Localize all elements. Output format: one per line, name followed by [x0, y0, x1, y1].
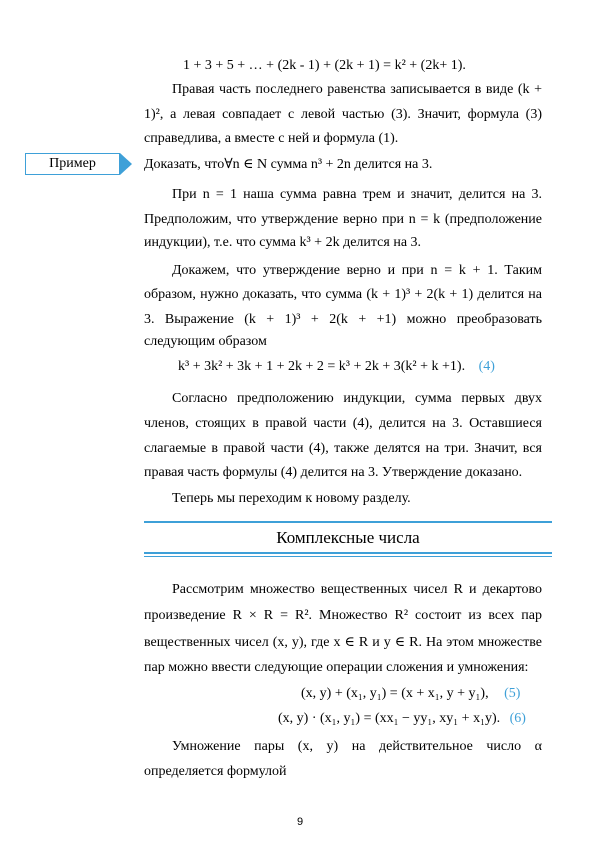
paragraph-line: Предположим, что утверждение верно при n = k (предположение [144, 212, 542, 227]
paragraph-line: определяется формулой [144, 764, 287, 779]
task-statement: Доказать, что∀n ∈ N сумма n³ + 2n делится на 3. [144, 157, 433, 172]
heading-rule-bottom [144, 552, 552, 554]
paragraph-line: справедлива, а вместе с ней и формула (1). [144, 131, 399, 146]
paragraph-line: правая часть формулы (4) делится на 3. Утверждение доказано. [144, 465, 523, 480]
paragraph-line: слагаемые в правой части (4), также делятся на три. Значит, вся [144, 441, 542, 456]
equation-4 [178, 358, 495, 376]
paragraph-line: пар можно ввести следующие операции сложения и умножения: [144, 660, 529, 675]
example-label-box [25, 153, 120, 175]
example-arrow-icon [120, 153, 132, 175]
paragraph-line: При n = 1 наша сумма равна трем и значит, делится на 3. [172, 187, 542, 202]
paragraph-line: вещественных чисел (x, y), где x ∈ R и y ∈ R. На этом множестве [144, 635, 542, 650]
heading-rule-top [144, 521, 552, 523]
paragraph-line: 3. Выражение (k + 1)³ + 2(k + +1) можно преобразовать [144, 312, 542, 327]
equation-5 [301, 685, 520, 703]
example-label: Пример [49, 156, 96, 171]
paragraph-line: Умножение пары (x, y) на действительное число α [172, 739, 542, 754]
equation-6-text: (x, y) · (x₁, y₁) = (xx₁ − yy₁, xy₁ + x₁y). [278, 711, 501, 726]
paragraph-line: Согласно предположению индукции, сумма первых двух [172, 391, 542, 406]
paragraph-line: следующим образом [144, 334, 267, 349]
paragraph-line: образом, нужно доказать, что сумма (k + 1)³ + 2(k + 1) делится на [144, 287, 542, 302]
paragraph-line: Рассмотрим множество вещественных чисел R и декартово [172, 582, 542, 597]
heading-rule-bottom-thin [144, 556, 552, 557]
equation-6 [278, 710, 526, 728]
paragraph-line: индукции), т.е. что сумма k³ + 2k делится на 3. [144, 235, 422, 250]
paragraph-line: Теперь мы переходим к новому разделу. [172, 491, 411, 506]
section-heading: Комплексные числа [276, 528, 420, 547]
paragraph-line: Докажем, что утверждение верно и при n = k + 1. Таким [172, 263, 542, 278]
paragraph-line: 1)², а левая совпадает с левой частью (3). Значит, формула (3) [144, 107, 542, 122]
equation-4-number: (4) [478, 359, 495, 374]
page-number: 9 [296, 816, 304, 828]
equation-6-number: (6) [509, 711, 526, 726]
paragraph-line: произведение R × R = R². Множество R² состоит из всех пар [144, 608, 542, 623]
equation-line: 1 + 3 + 5 + … + (2k - 1) + (2k + 1) = k² + (2k+ 1). [183, 58, 466, 73]
equation-4-text: k³ + 3k² + 3k + 1 + 2k + 2 = k³ + 2k + 3(k² + k +1). [178, 359, 466, 374]
paragraph-line: Правая часть последнего равенства записывается в виде (k + [172, 82, 542, 97]
equation-5-text: (x, y) + (x₁, y₁) = (x + x₁, y + y₁), [301, 686, 489, 701]
equation-5-number: (5) [504, 686, 521, 701]
paragraph-line: членов, стоящих в правой части (4), делится на 3. Оставшиеся [144, 416, 542, 431]
